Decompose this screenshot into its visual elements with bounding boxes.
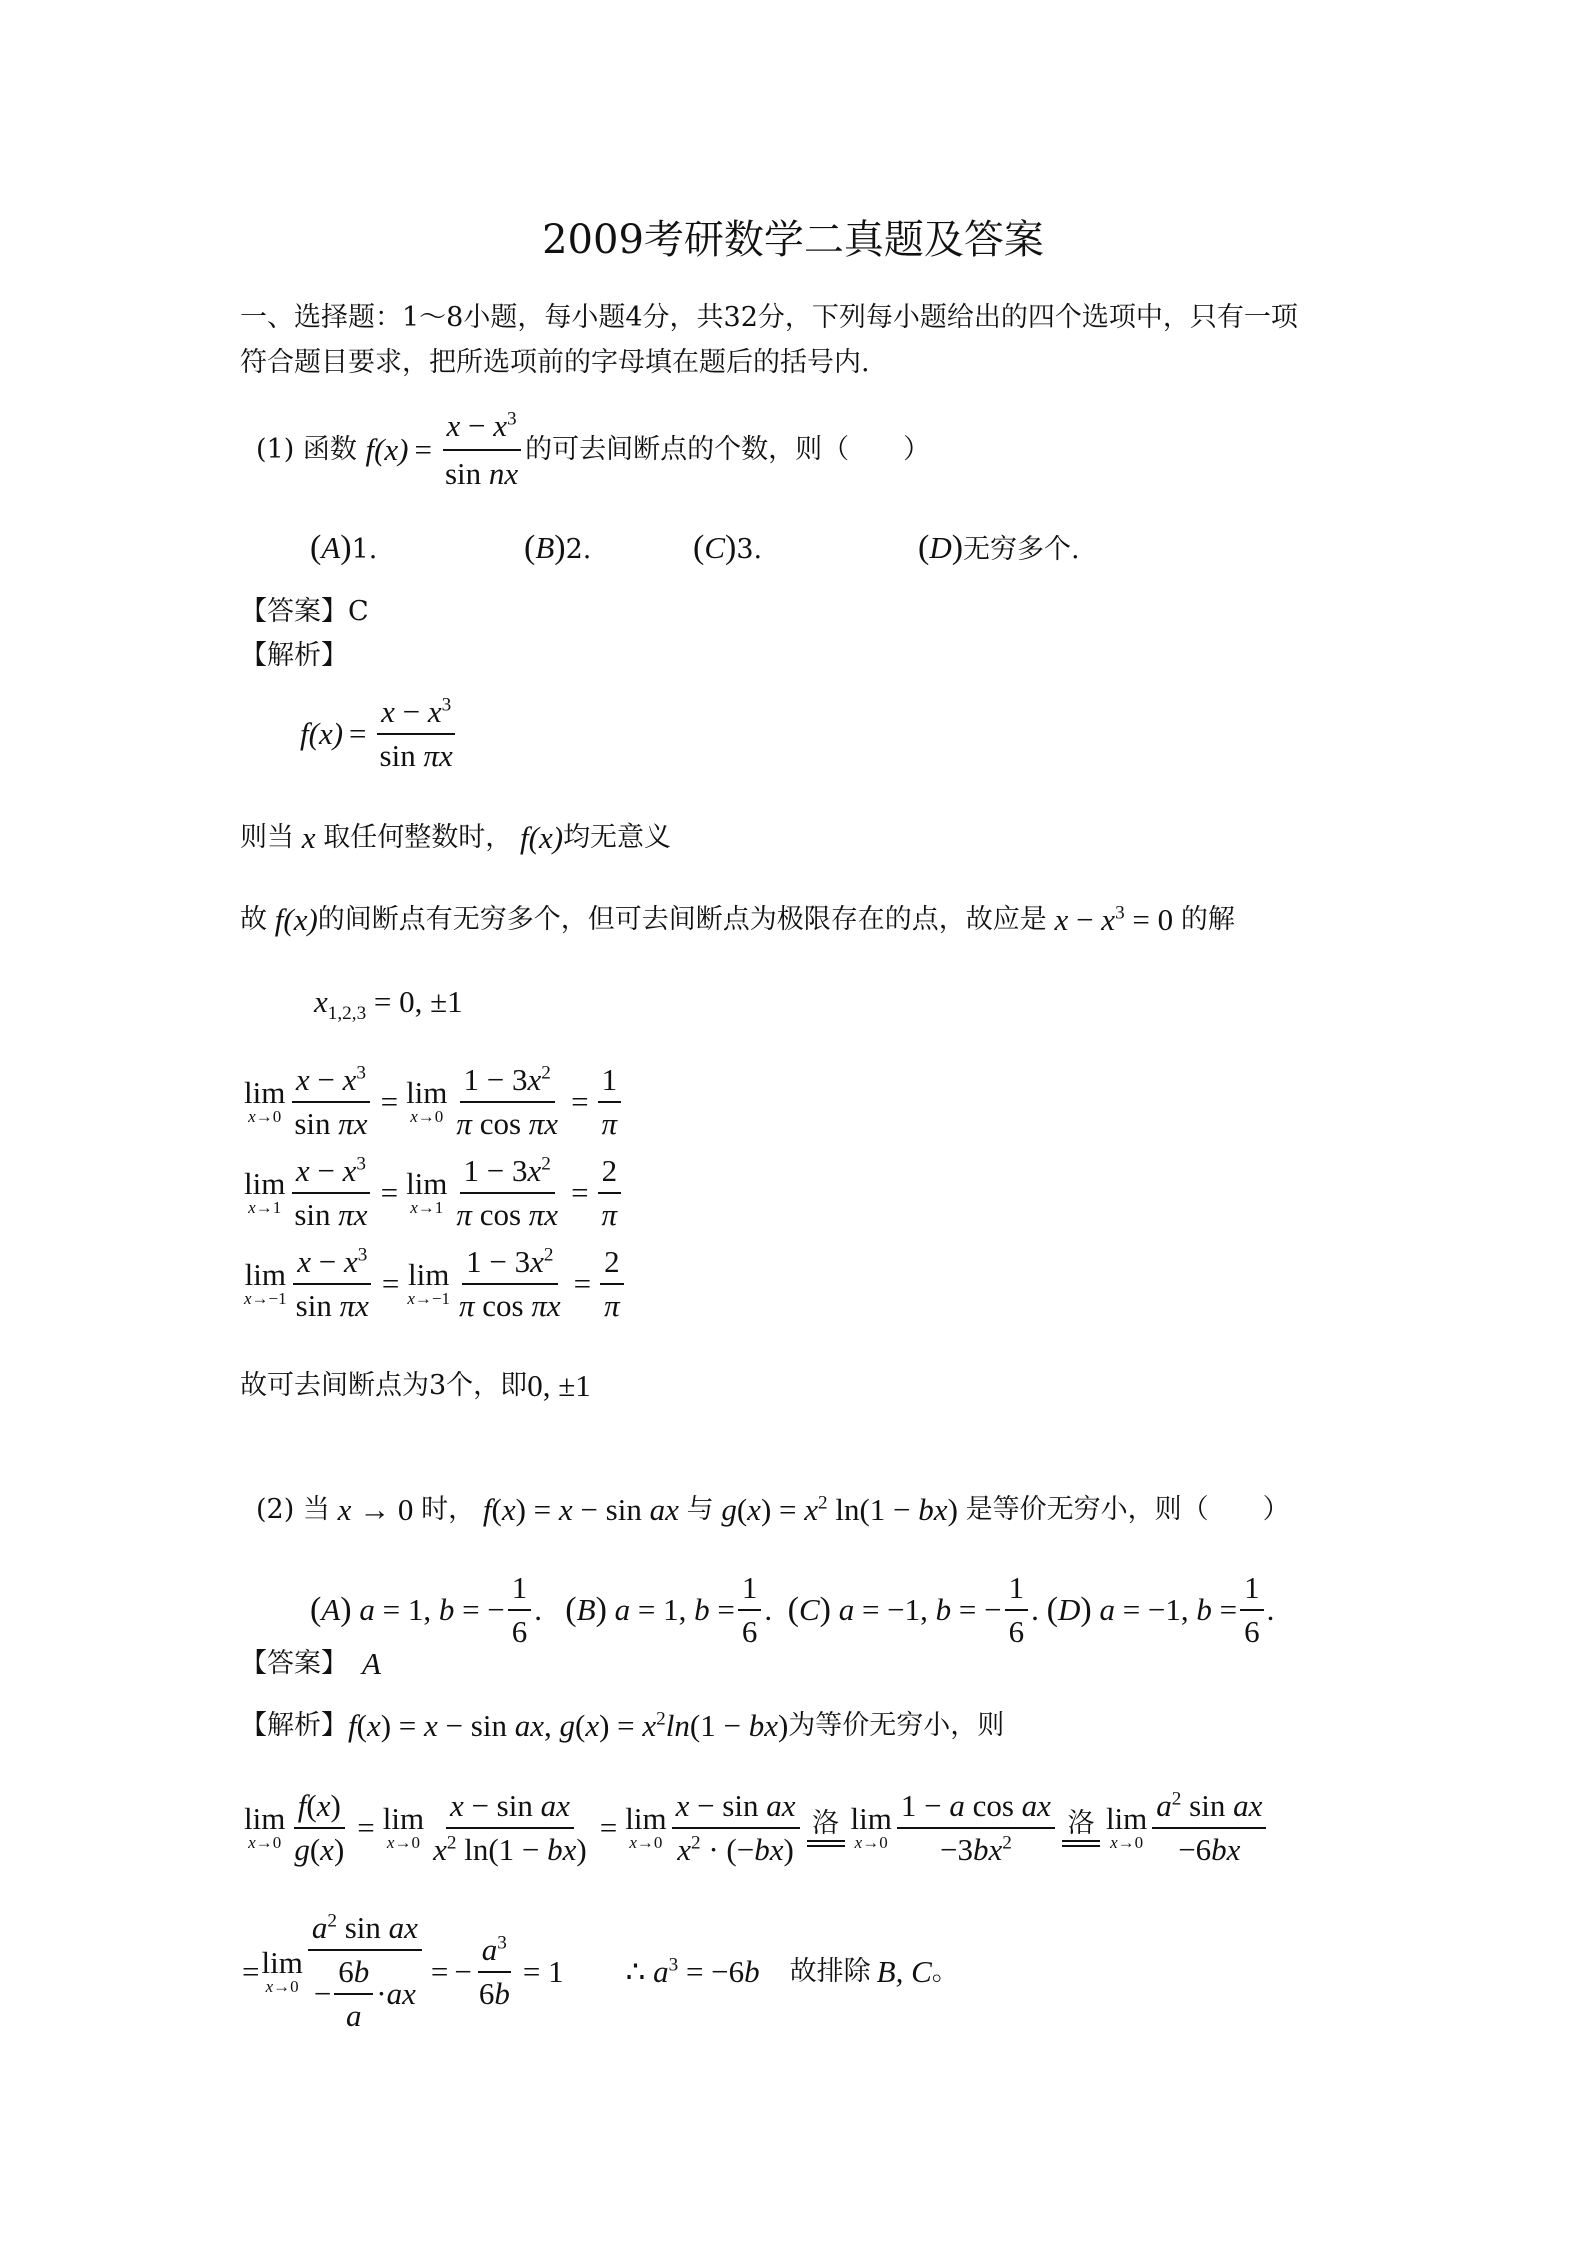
lhopital-marker: 洛 (807, 1810, 845, 1847)
question-1-option-c: (C)3. (693, 529, 763, 566)
question-2-analysis: 【解析】 f(x) = x − sin ax, $g(x) = x^2\ln(1 - bx)$ 为等价无穷小，则 (240, 1708, 1005, 1743)
q1-analysis-text-1: 则当 x 取任何整数时， f(x) 均无意义 (240, 820, 672, 855)
q1-conclusion: 故可去间断点为3个，即 0, ±1 (240, 1368, 591, 1403)
question-1-pre: 函数 (302, 434, 357, 465)
question-2-option-b: (B) a = 1, b = (565, 1591, 735, 1628)
question-1-option-b: (B)2. (524, 529, 592, 566)
question-2-stem: (2) 当 x → 0 时， f(x) = x − sin ax 与 $g(x) = x^2$ ln(1 − bx) 是等价无穷小，则（ ） (256, 1492, 1290, 1527)
section-header-line2: 符合题目要求，把所选项前的字母填在题后的括号内. (240, 347, 870, 378)
q1-function-lhs: f(x) (365, 432, 409, 467)
q2-limit-chain-1: lim x→0 $\frac{f(x)}{g(x)}$ = lim x→0 $\frac{\text{x − sin ax}}{x^2 \ln(1 - bx)}$ = lim x→0 $\frac{\text{x − sin ax}}{x^2 \cdot (-bx)}$ 洛 lim x→0 $\frac{\text{1 − a cos ax}}{-3bx^2}$ 洛 lim x→0 $\frac{a^2 \sin ax}{-6bx}$ (242, 1788, 1269, 1868)
section-header-line1: 一、选择题：1～8小题，每小题4分，共32分，下列每小题给出的四个选项中，只有一项 (240, 302, 1298, 333)
question-1-post: 的可去间断点的个数，则（ ） (525, 434, 931, 465)
question-1-number: (1) (256, 434, 295, 465)
answer-value: A (362, 1646, 381, 1681)
question-2-answer: 【答案】 A (240, 1644, 381, 1684)
q1-limit-at-1: lim x→1 $\frac{x - x^3}{\text{sin πx}}$ = lim x→1 $\frac{1 - 3x^2}{\text{π cos πx}}$ = $\frac{2}{\pi}$ (242, 1153, 624, 1233)
question-1-answer: 【答案】C (240, 596, 369, 627)
question-2-option-d: (D) a = −1, b = (1046, 1591, 1238, 1628)
q1-function-fraction: $\frac{x - x^3}{\text{sin nx}}$ (441, 406, 522, 494)
question-2-option-c: (C) a = −1, b = − (787, 1591, 1002, 1628)
q1-limit-at-minus-1: lim x→−1 $\frac{x - x^3}{\text{sin πx}}$ = lim x→−1 $\frac{1 - 3x^2}{\text{π cos πx}}$ = $\frac{2}{\pi}$ (242, 1244, 627, 1324)
q1-formula-f: f(x) = $\frac{x - x^3}{\text{sin πx}}$ (300, 694, 460, 774)
q1-roots: $x_{1,2,3} = 0$, ±1 (314, 984, 463, 1025)
q2-limit-chain-2: = lim x→0 $a^2$ sin ax − $\frac{6b}{a}$ · ax = − $\frac{a^3}{6b}$ = 1 ∴ $a^3 = -6b$ 故排除 B, C 。 (242, 1910, 959, 2033)
question-1-option-d: (D)无穷多个. (918, 529, 1080, 566)
lhopital-marker: 洛 (1062, 1810, 1100, 1847)
q1-limit-at-0: lim x→0 $\frac{x - x^3}{\text{sin πx}}$ = lim x→0 $\frac{1 - 3x^2}{\text{π cos πx}}$ = $\frac{1}{\pi}$ (242, 1062, 624, 1142)
question-2-options: (A) a = 1, b = − $\frac{1}{6}$ . (B) a = 1, b = $\frac{1}{6}$ . (C) a = −1, b = − $\frac{1}{6}$ . (D) a = −1, b = $\frac{1}{6}$ . (310, 1570, 1275, 1649)
answer-value: C (348, 596, 369, 627)
question-2-option-a: (A) a = 1, b = − (310, 1591, 505, 1628)
question-1-stem: (1) 函数 f(x) = $\frac{x - x^3}{\text{sin nx}}$ 的可去间断点的个数，则（ ） (256, 406, 930, 494)
question-1-option-a: (A)1. (310, 529, 378, 566)
question-1-analysis-label: 【解析】 (240, 640, 348, 671)
q1-analysis-text-2: 故 f(x) 的间断点有无穷多个，但可去间断点为极限存在的点，故应是 $x - x^3 = 0$ 的解 (240, 902, 1235, 937)
page-title: 2009考研数学二真题及答案 (542, 217, 1044, 263)
